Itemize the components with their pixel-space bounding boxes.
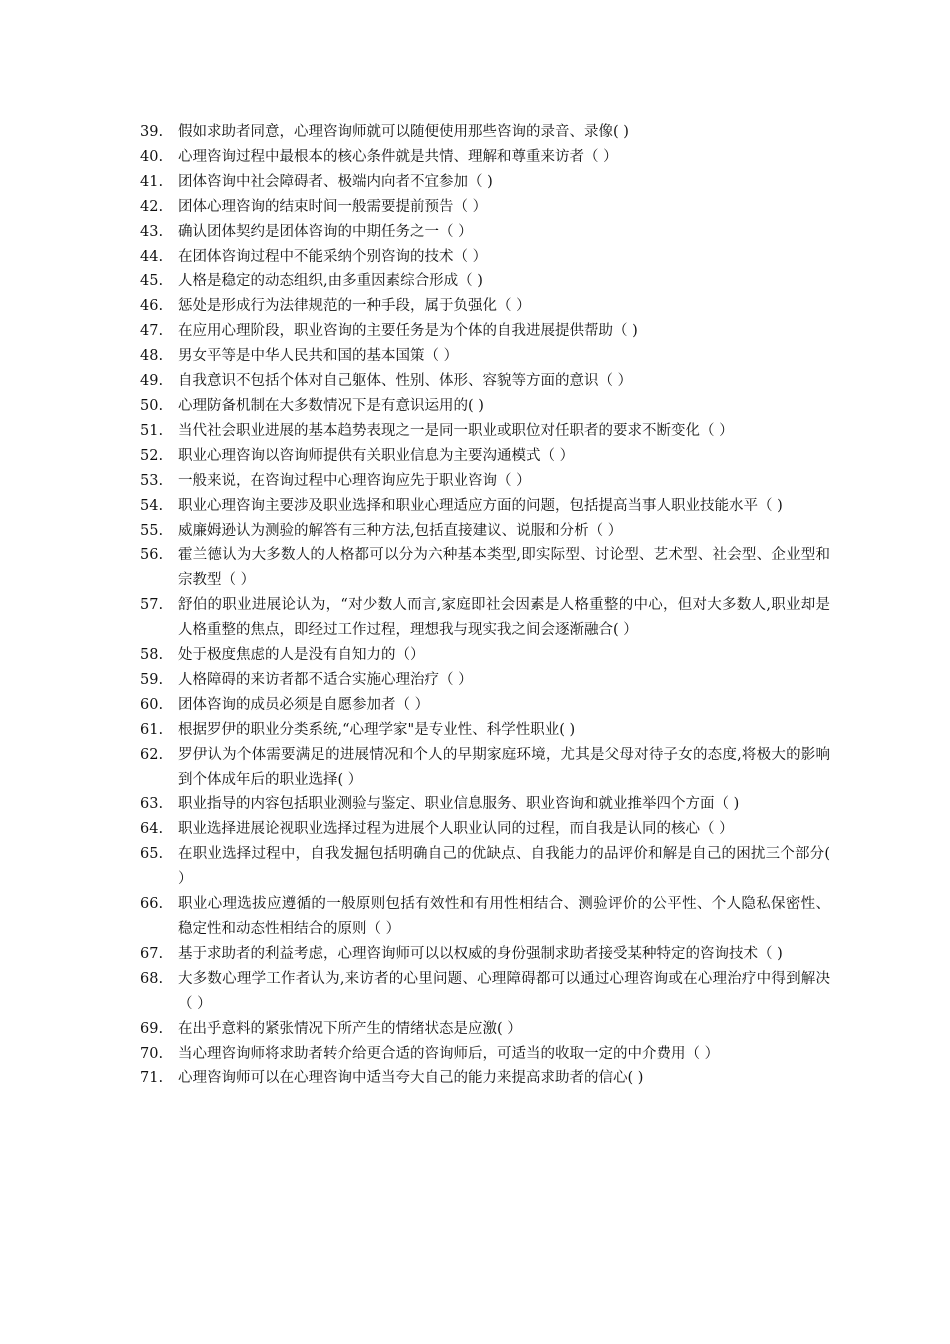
question-item (140, 195, 830, 220)
question-number: 48. (140, 348, 164, 365)
question-item (140, 120, 830, 145)
question-item (140, 543, 830, 593)
question-text: 职业选择进展论视职业选择过程为进展个人职业认同的过程，而自我是认同的核心（ ） (178, 821, 734, 838)
question-number: 52. (140, 447, 164, 464)
question-number: 69. (140, 1020, 164, 1037)
question-number: 67. (140, 945, 164, 962)
question-text: 职业心理选拔应遵循的一般原则包括有效性和有用性相结合、测验评价的公平性、个人隐私保密性、稳定性和动态性相结合的原则（ ） (178, 896, 830, 937)
question-item (140, 269, 830, 294)
question-item (140, 743, 830, 793)
question-number: 64. (140, 821, 164, 838)
question-item (140, 444, 830, 469)
question-number: 59. (140, 671, 164, 688)
question-text: 惩处是形成行为法律规范的一种手段，属于负强化（ ） (178, 298, 531, 315)
question-number: 53. (140, 472, 164, 489)
question-text: 男女平等是中华人民共和国的基本国策（ ） (178, 348, 459, 365)
question-text: 基于求助者的利益考虑，心理咨询师可以以权威的身份强制求助者接受某种特定的咨询技术（ ) (178, 945, 783, 962)
question-text: 职业心理咨询以咨询师提供有关职业信息为主要沟通模式（ ） (178, 447, 575, 464)
question-item (140, 170, 830, 195)
question-item (140, 469, 830, 494)
question-item (140, 419, 830, 444)
question-item (140, 892, 830, 942)
question-number: 62. (140, 746, 164, 763)
question-text: 处于极度焦虑的人是没有自知力的（） (178, 647, 425, 664)
question-item (140, 319, 830, 344)
question-number: 40. (140, 148, 164, 165)
question-text: 职业心理咨询主要涉及职业选择和职业心理适应方面的问题，包括提高当事人职业技能水平（ ) (178, 497, 783, 514)
question-number: 44. (140, 248, 164, 265)
question-number: 57. (140, 597, 164, 614)
question-number: 70. (140, 1045, 164, 1062)
question-number: 47. (140, 323, 164, 340)
question-number: 61. (140, 721, 164, 738)
question-text: 职业指导的内容包括职业测验与鉴定、职业信息服务、职业咨询和就业推举四个方面（ ) (178, 796, 740, 813)
question-item (140, 842, 830, 892)
question-text: 根据罗伊的职业分类系统,“心理学家"是专业性、科学性职业( ) (178, 721, 576, 738)
question-item (140, 220, 830, 245)
question-number: 66. (140, 896, 164, 913)
question-text: 大多数心理学工作者认为,来访者的心里问题、心理障碍都可以通过心理咨询或在心理治疗中得到解决（ ） (178, 970, 830, 1012)
question-item (140, 245, 830, 270)
question-number: 55. (140, 522, 164, 539)
question-text: 霍兰德认为大多数人的人格都可以分为六种基本类型,即实际型、讨论型、艺术型、社会型、企业型和宗教型（ ） (178, 547, 830, 589)
question-item (140, 792, 830, 817)
question-text: 舒伯的职业进展论认为，“对少数人而言,家庭即社会因素是人格重整的中心，但对大多数人,职业却是人格重整的焦点，即经过工作过程，理想我与现实我之间会逐渐融合( ） (178, 597, 830, 639)
question-number: 49. (140, 373, 164, 390)
question-number: 39. (140, 124, 164, 140)
question-text: 心理咨询过程中最根本的核心条件就是共情、理解和尊重来访者（ ） (178, 148, 618, 165)
question-number: 68. (140, 970, 164, 987)
question-item (140, 1017, 830, 1042)
question-text: 罗伊认为个体需要满足的进展情况和个人的早期家庭环境，尤其是父母对待子女的态度,将极大的影响到个体成年后的职业选择( ） (178, 746, 830, 788)
question-number: 42. (140, 198, 164, 215)
question-text: 当心理咨询师将求助者转介给更合适的咨询师后，可适当的收取一定的中介费用（ ） (178, 1045, 720, 1062)
question-number: 54. (140, 497, 164, 514)
question-text: 心理咨询师可以在心理咨询中适当夸大自己的能力来提高求助者的信心( ) (178, 1070, 644, 1087)
question-item (140, 294, 830, 319)
question-number: 41. (140, 173, 164, 190)
question-item (140, 369, 830, 394)
question-number: 71. (140, 1070, 164, 1087)
question-item (140, 494, 830, 519)
question-item (140, 817, 830, 842)
question-text: 心理防备机制在大多数情况下是有意识运用的( ) (178, 397, 484, 414)
question-text: 团体咨询中社会障碍者、极端内向者不宜参加（ ) (178, 173, 493, 190)
question-number: 63. (140, 796, 164, 813)
question-text: 在团体咨询过程中不能采纳个别咨询的技术（ ） (178, 248, 488, 265)
question-item (140, 718, 830, 743)
question-text: 团体咨询的成员必须是自愿参加者（ ） (178, 696, 430, 713)
question-number: 51. (140, 422, 164, 439)
question-text: 团体心理咨询的结束时间一般需要提前预告（ ） (178, 198, 488, 215)
question-item (140, 1042, 830, 1067)
question-list (140, 120, 830, 1091)
question-item (140, 394, 830, 419)
question-item (140, 1066, 830, 1091)
question-text: 威廉姆逊认为测验的解答有三种方法,包括直接建议、说服和分析（ ） (178, 522, 623, 539)
question-text: 假如求助者同意，心理咨询师就可以随便使用那些咨询的录音、录像( ) (178, 124, 629, 140)
question-text: 在出乎意料的紧张情况下所产生的情绪状态是应激( ） (178, 1020, 522, 1037)
question-number: 50. (140, 397, 164, 414)
question-number: 60. (140, 696, 164, 713)
question-item (140, 519, 830, 544)
question-item (140, 344, 830, 369)
question-number: 56. (140, 547, 164, 564)
question-item (140, 967, 830, 1017)
question-number: 65. (140, 846, 164, 863)
question-text: 在职业选择过程中，自我发掘包括明确自己的优缺点、自我能力的品评价和解是自己的困扰三个部分( ） (178, 846, 830, 888)
question-number: 43. (140, 223, 164, 240)
question-text: 人格是稳定的动态组织,由多重因素综合形成（ ) (178, 273, 483, 290)
question-number: 58. (140, 647, 164, 664)
question-text: 自我意识不包括个体对自己躯体、性别、体形、容貌等方面的意识（ ） (178, 373, 633, 390)
question-item (140, 668, 830, 693)
question-number: 46. (140, 298, 164, 315)
question-item (140, 693, 830, 718)
question-text: 人格障碍的来访者都不适合实施心理治疗（ ） (178, 671, 473, 688)
question-text: 当代社会职业进展的基本趋势表现之一是同一职业或职位对任职者的要求不断变化（ ） (178, 422, 734, 439)
question-item (140, 643, 830, 668)
question-text: 一般来说，在咨询过程中心理咨询应先于职业咨询（ ） (178, 472, 531, 489)
question-item (140, 593, 830, 643)
question-item (140, 145, 830, 170)
question-number: 45. (140, 273, 164, 290)
question-text: 确认团体契约是团体咨询的中期任务之一（ ） (178, 223, 473, 240)
question-text: 在应用心理阶段，职业咨询的主要任务是为个体的自我进展提供帮助（ ) (178, 323, 638, 340)
question-item (140, 942, 830, 967)
